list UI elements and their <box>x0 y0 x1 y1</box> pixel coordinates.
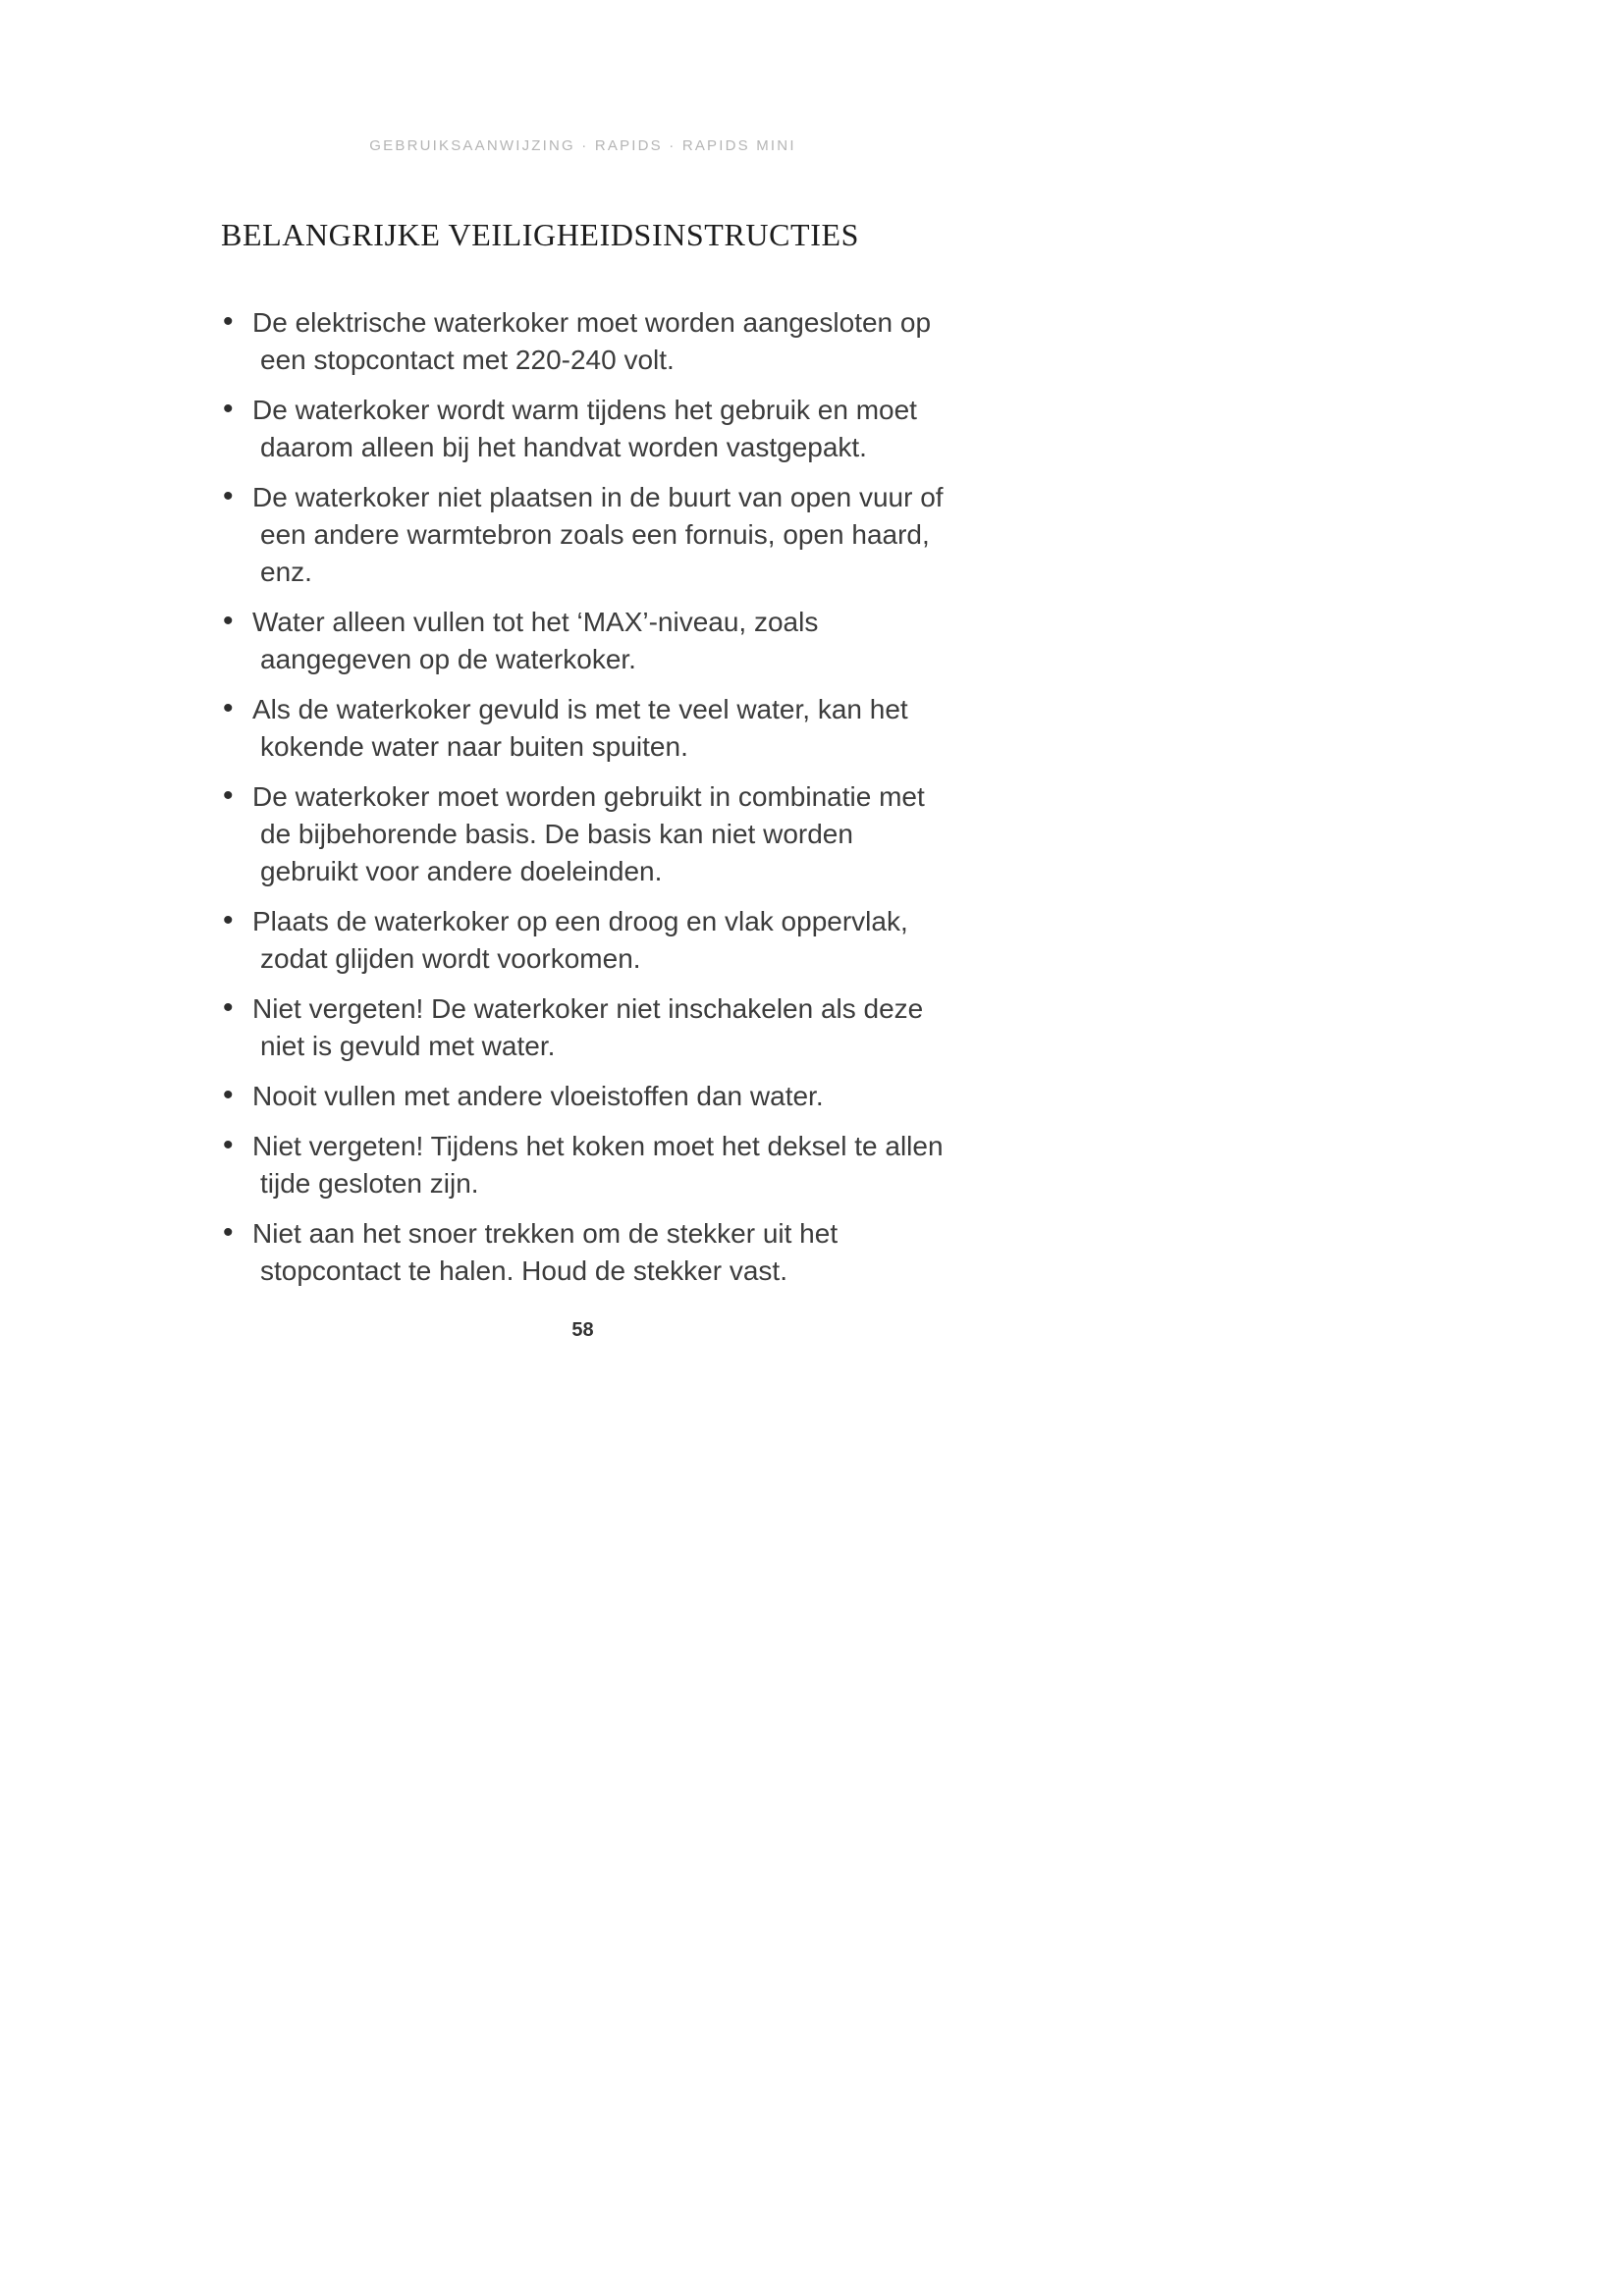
safety-instruction-item: • De waterkoker moet worden gebruikt in combinatie met de bijbehorende basis. De basis kan niet worden gebruikt voor andere doeleinden. <box>221 778 945 890</box>
safety-instruction-item: • Niet aan het snoer trekken om de stekker uit het stopcontact te halen. Houd de stekker vast. <box>221 1215 945 1290</box>
manual-page <box>221 137 945 1342</box>
safety-instruction-item: • De waterkoker niet plaatsen in de buurt van open vuur of een andere warmtebron zoals een fornuis, open haard, enz. <box>221 479 945 591</box>
page-title: BELANGRIJKE VEILIGHEIDSINSTRUCTIES <box>221 217 859 252</box>
safety-instruction-item: • Niet vergeten! Tijdens het koken moet het deksel te allen tijde gesloten zijn. <box>221 1128 945 1202</box>
safety-instructions-list <box>221 304 945 1290</box>
safety-instruction-item: • Nooit vullen met andere vloeistoffen dan water. <box>221 1078 945 1115</box>
safety-instruction-item: • Water alleen vullen tot het ‘MAX’-niveau, zoals aangegeven op de waterkoker. <box>221 604 945 678</box>
safety-instruction-item: • De elektrische waterkoker moet worden aangesloten op een stopcontact met 220-240 volt. <box>221 304 945 379</box>
safety-instruction-item: • Niet vergeten! De waterkoker niet inschakelen als deze niet is gevuld met water. <box>221 990 945 1065</box>
safety-instruction-item: • De waterkoker wordt warm tijdens het gebruik en moet daarom alleen bij het handvat worden vastgepakt. <box>221 392 945 466</box>
page-number: 58 <box>571 1319 594 1341</box>
page-header: GEBRUIKSAANWIJZING · RAPIDS · RAPIDS MINI <box>369 137 796 154</box>
safety-instruction-item: • Plaats de waterkoker op een droog en vlak oppervlak, zodat glijden wordt voorkomen. <box>221 903 945 978</box>
safety-instruction-item: • Als de waterkoker gevuld is met te veel water, kan het kokende water naar buiten spuiten. <box>221 691 945 766</box>
